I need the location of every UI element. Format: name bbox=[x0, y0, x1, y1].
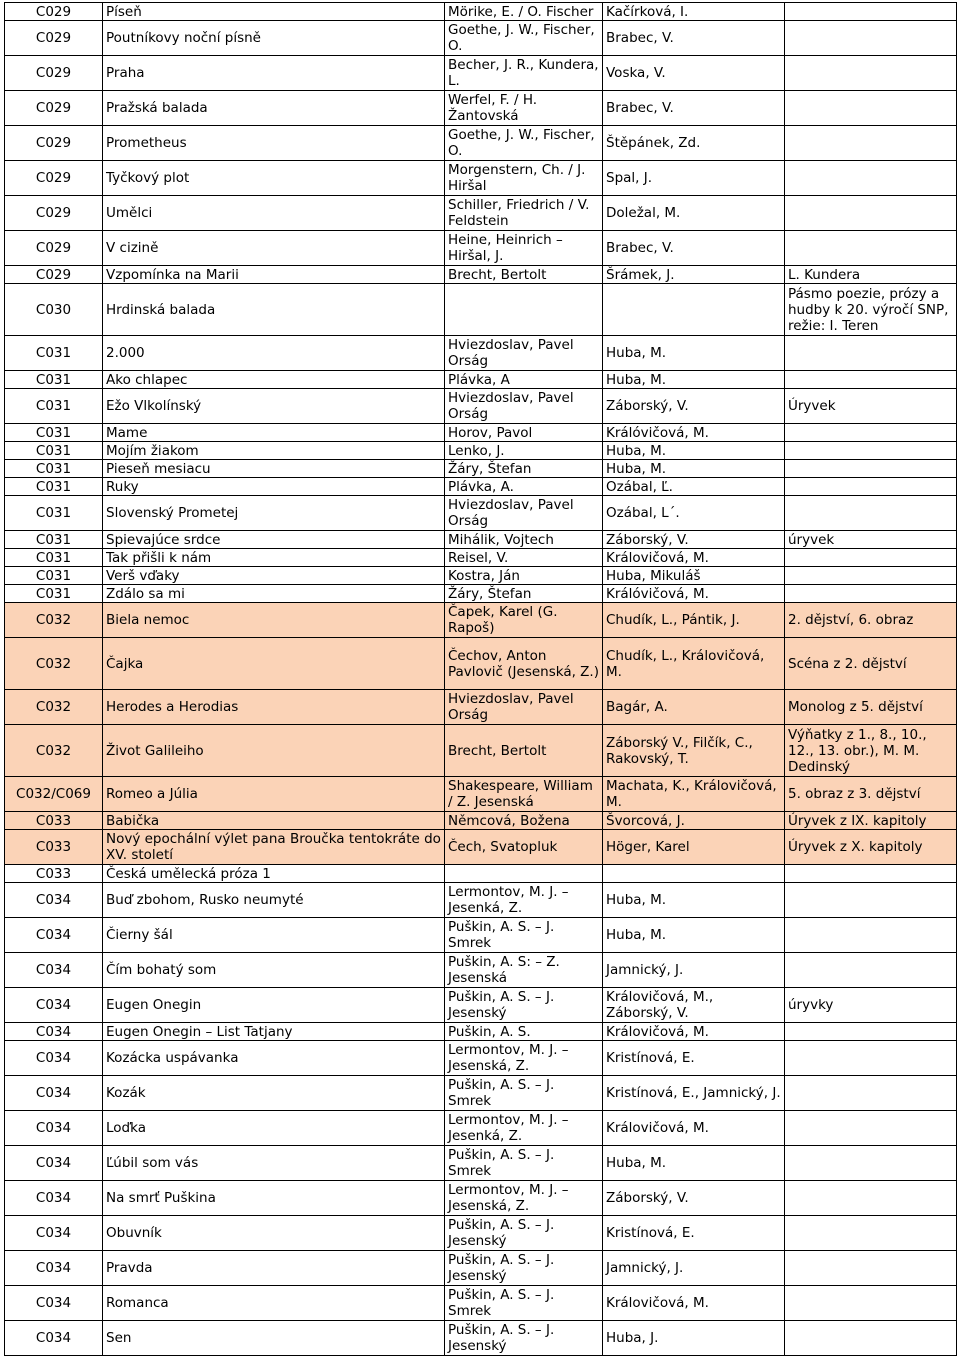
code-cell: C034 bbox=[5, 1076, 103, 1111]
table-row bbox=[5, 585, 957, 603]
table-row bbox=[5, 777, 957, 812]
note-cell bbox=[785, 496, 957, 531]
author-cell: Reisel, V. bbox=[445, 549, 603, 567]
author-cell: Lermontov, M. J. – Jesenská, Z. bbox=[445, 1041, 603, 1076]
translator-cell: Královičová, M. bbox=[603, 1286, 785, 1321]
author-cell: Němcová, Božena bbox=[445, 812, 603, 830]
table-row bbox=[5, 284, 957, 336]
title-cell: Mame bbox=[103, 424, 445, 442]
code-cell: C034 bbox=[5, 1321, 103, 1356]
code-cell: C031 bbox=[5, 336, 103, 371]
note-cell bbox=[785, 1146, 957, 1181]
translator-cell: Královičová, M. bbox=[603, 1111, 785, 1146]
title-cell: Čierny šál bbox=[103, 918, 445, 953]
table-row bbox=[5, 1286, 957, 1321]
code-cell: C032/C069 bbox=[5, 777, 103, 812]
code-cell: C034 bbox=[5, 1146, 103, 1181]
note-cell bbox=[785, 865, 957, 883]
code-cell: C033 bbox=[5, 812, 103, 830]
table-row bbox=[5, 161, 957, 196]
table-row bbox=[5, 56, 957, 91]
translator-cell: Královičová, M., Záborský, V. bbox=[603, 988, 785, 1023]
code-cell: C031 bbox=[5, 496, 103, 531]
code-cell: C029 bbox=[5, 91, 103, 126]
author-cell: Puškin, A. S. bbox=[445, 1023, 603, 1041]
translator-cell: Höger, Karel bbox=[603, 830, 785, 865]
table-row bbox=[5, 1181, 957, 1216]
code-cell: C031 bbox=[5, 567, 103, 585]
code-cell: C029 bbox=[5, 3, 103, 21]
code-cell: C031 bbox=[5, 424, 103, 442]
title-cell: Herodes a Herodias bbox=[103, 690, 445, 725]
table-row bbox=[5, 424, 957, 442]
code-cell: C031 bbox=[5, 549, 103, 567]
translator-cell: Brabec, V. bbox=[603, 91, 785, 126]
note-cell: Úryvek z IX. kapitoly bbox=[785, 812, 957, 830]
note-cell bbox=[785, 1251, 957, 1286]
author-cell: Puškin, A. S: – Z. Jesenská bbox=[445, 953, 603, 988]
translator-cell bbox=[603, 284, 785, 336]
translator-cell: Ozábal, L´. bbox=[603, 496, 785, 531]
translator-cell: Kristínová, E. bbox=[603, 1041, 785, 1076]
title-cell: Hrdinská balada bbox=[103, 284, 445, 336]
author-cell: Lermontov, M. J. – Jesenská, Z. bbox=[445, 1181, 603, 1216]
title-cell: Poutníkovy noční písně bbox=[103, 21, 445, 56]
table-row bbox=[5, 1321, 957, 1356]
note-cell bbox=[785, 585, 957, 603]
author-cell bbox=[445, 865, 603, 883]
title-cell: Prometheus bbox=[103, 126, 445, 161]
table-row bbox=[5, 918, 957, 953]
author-cell: Kostra, Ján bbox=[445, 567, 603, 585]
author-cell: Becher, J. R., Kundera, L. bbox=[445, 56, 603, 91]
title-cell: Loďka bbox=[103, 1111, 445, 1146]
title-cell: Tyčkový plot bbox=[103, 161, 445, 196]
author-cell: Puškin, A. S. – J. Smrek bbox=[445, 1076, 603, 1111]
code-cell: C029 bbox=[5, 161, 103, 196]
note-cell: Úryvek z X. kapitoly bbox=[785, 830, 957, 865]
author-cell: Puškin, A. S. – J. Jesenský bbox=[445, 988, 603, 1023]
title-cell: Spievajúce srdce bbox=[103, 531, 445, 549]
author-cell: Žáry, Štefan bbox=[445, 585, 603, 603]
table-row bbox=[5, 21, 957, 56]
code-cell: C032 bbox=[5, 638, 103, 690]
code-cell: C032 bbox=[5, 690, 103, 725]
author-cell: Mihálik, Vojtech bbox=[445, 531, 603, 549]
title-cell: Romanca bbox=[103, 1286, 445, 1321]
code-cell: C034 bbox=[5, 1216, 103, 1251]
code-cell: C029 bbox=[5, 231, 103, 266]
table-row bbox=[5, 725, 957, 777]
translator-cell: Huba, M. bbox=[603, 336, 785, 371]
translator-cell: Švorcová, J. bbox=[603, 812, 785, 830]
note-cell bbox=[785, 460, 957, 478]
title-cell: Ežo Vlkolínský bbox=[103, 389, 445, 424]
author-cell: Puškin, A. S. – J. Jesenský bbox=[445, 1251, 603, 1286]
table-row bbox=[5, 1076, 957, 1111]
code-cell: C031 bbox=[5, 389, 103, 424]
translator-cell: Záborský V., Filčík, C., Rakovský, T. bbox=[603, 725, 785, 777]
title-cell: Mojím žiakom bbox=[103, 442, 445, 460]
title-cell: Eugen Onegin – List Tatjany bbox=[103, 1023, 445, 1041]
author-cell: Puškin, A. S. – J. Smrek bbox=[445, 918, 603, 953]
catalog-table bbox=[4, 2, 957, 1356]
title-cell: Česká umělecká próza 1 bbox=[103, 865, 445, 883]
author-cell bbox=[445, 284, 603, 336]
code-cell: C031 bbox=[5, 442, 103, 460]
table-row bbox=[5, 231, 957, 266]
table-row bbox=[5, 478, 957, 496]
translator-cell: Štěpánek, Zd. bbox=[603, 126, 785, 161]
code-cell: C034 bbox=[5, 1286, 103, 1321]
translator-cell: Záborský, V. bbox=[603, 389, 785, 424]
table-row bbox=[5, 266, 957, 284]
table-row bbox=[5, 1146, 957, 1181]
table-row bbox=[5, 389, 957, 424]
note-cell bbox=[785, 442, 957, 460]
author-cell: Mörike, E. / O. Fischer bbox=[445, 3, 603, 21]
table-row bbox=[5, 3, 957, 21]
note-cell bbox=[785, 883, 957, 918]
translator-cell: Machata, K., Královičová, M. bbox=[603, 777, 785, 812]
code-cell: C031 bbox=[5, 460, 103, 478]
table-row bbox=[5, 690, 957, 725]
translator-cell: Záborský, V. bbox=[603, 531, 785, 549]
code-cell: C034 bbox=[5, 953, 103, 988]
author-cell: Heine, Heinrich – Hiršal, J. bbox=[445, 231, 603, 266]
table-row bbox=[5, 883, 957, 918]
author-cell: Puškin, A. S. – J. Smrek bbox=[445, 1146, 603, 1181]
translator-cell: Huba, M. bbox=[603, 883, 785, 918]
author-cell: Goethe, J. W., Fischer, O. bbox=[445, 21, 603, 56]
code-cell: C034 bbox=[5, 1181, 103, 1216]
author-cell: Schiller, Friedrich / V. Feldstein bbox=[445, 196, 603, 231]
note-cell bbox=[785, 478, 957, 496]
translator-cell: Kačírková, I. bbox=[603, 3, 785, 21]
code-cell: C034 bbox=[5, 918, 103, 953]
title-cell: Čajka bbox=[103, 638, 445, 690]
note-cell bbox=[785, 21, 957, 56]
note-cell bbox=[785, 1286, 957, 1321]
author-cell: Hviezdoslav, Pavel Orság bbox=[445, 496, 603, 531]
note-cell bbox=[785, 1041, 957, 1076]
author-cell: Puškin, A. S. – J. Jesenský bbox=[445, 1321, 603, 1356]
code-cell: C031 bbox=[5, 371, 103, 389]
translator-cell: Chudík, L., Pántik, J. bbox=[603, 603, 785, 638]
title-cell: Eugen Onegin bbox=[103, 988, 445, 1023]
note-cell: úryvky bbox=[785, 988, 957, 1023]
title-cell: Sen bbox=[103, 1321, 445, 1356]
code-cell: C033 bbox=[5, 830, 103, 865]
table-row bbox=[5, 549, 957, 567]
catalog-rows bbox=[5, 3, 957, 1356]
translator-cell: Kristínová, E., Jamnický, J. bbox=[603, 1076, 785, 1111]
title-cell: Ľúbil som vás bbox=[103, 1146, 445, 1181]
translator-cell: Huba, M. bbox=[603, 1146, 785, 1181]
title-cell: Pražská balada bbox=[103, 91, 445, 126]
note-cell bbox=[785, 953, 957, 988]
code-cell: C029 bbox=[5, 196, 103, 231]
title-cell: Praha bbox=[103, 56, 445, 91]
title-cell: Verš vďaky bbox=[103, 567, 445, 585]
note-cell bbox=[785, 567, 957, 585]
code-cell: C030 bbox=[5, 284, 103, 336]
table-row bbox=[5, 1251, 957, 1286]
code-cell: C031 bbox=[5, 478, 103, 496]
table-row bbox=[5, 865, 957, 883]
translator-cell bbox=[603, 865, 785, 883]
table-row bbox=[5, 442, 957, 460]
title-cell: Život Galileiho bbox=[103, 725, 445, 777]
title-cell: Obuvník bbox=[103, 1216, 445, 1251]
translator-cell: Bagár, A. bbox=[603, 690, 785, 725]
note-cell: 2. dějství, 6. obraz bbox=[785, 603, 957, 638]
note-cell bbox=[785, 3, 957, 21]
title-cell: Romeo a Júlia bbox=[103, 777, 445, 812]
translator-cell: Voska, V. bbox=[603, 56, 785, 91]
title-cell: Umělci bbox=[103, 196, 445, 231]
translator-cell: Huba, M. bbox=[603, 918, 785, 953]
author-cell: Čapek, Karel (G. Rapoš) bbox=[445, 603, 603, 638]
title-cell: V cizině bbox=[103, 231, 445, 266]
note-cell bbox=[785, 196, 957, 231]
note-cell bbox=[785, 1321, 957, 1356]
table-row bbox=[5, 126, 957, 161]
code-cell: C029 bbox=[5, 56, 103, 91]
note-cell bbox=[785, 918, 957, 953]
table-row bbox=[5, 567, 957, 585]
code-cell: C031 bbox=[5, 531, 103, 549]
author-cell: Morgenstern, Ch. / J. Hiršal bbox=[445, 161, 603, 196]
author-cell: Hviezdoslav, Pavel Orság bbox=[445, 336, 603, 371]
table-row bbox=[5, 953, 957, 988]
note-cell: úryvek bbox=[785, 531, 957, 549]
table-row bbox=[5, 988, 957, 1023]
title-cell: Kozák bbox=[103, 1076, 445, 1111]
table-row bbox=[5, 812, 957, 830]
note-cell: L. Kundera bbox=[785, 266, 957, 284]
title-cell: Vzpomínka na Marii bbox=[103, 266, 445, 284]
author-cell: Lenko, J. bbox=[445, 442, 603, 460]
author-cell: Hviezdoslav, Pavel Orság bbox=[445, 389, 603, 424]
author-cell: Plávka, A bbox=[445, 371, 603, 389]
note-cell bbox=[785, 1076, 957, 1111]
translator-cell: Kristínová, E. bbox=[603, 1216, 785, 1251]
code-cell: C034 bbox=[5, 1041, 103, 1076]
code-cell: C034 bbox=[5, 988, 103, 1023]
translator-cell: Spal, J. bbox=[603, 161, 785, 196]
note-cell bbox=[785, 231, 957, 266]
code-cell: C033 bbox=[5, 865, 103, 883]
note-cell bbox=[785, 1181, 957, 1216]
note-cell bbox=[785, 336, 957, 371]
author-cell: Brecht, Bertolt bbox=[445, 725, 603, 777]
translator-cell: Huba, J. bbox=[603, 1321, 785, 1356]
note-cell bbox=[785, 549, 957, 567]
code-cell: C029 bbox=[5, 266, 103, 284]
author-cell: Lermontov, M. J. – Jesenká, Z. bbox=[445, 1111, 603, 1146]
author-cell: Čechov, Anton Pavlovič (Jesenská, Z.) bbox=[445, 638, 603, 690]
table-row bbox=[5, 1023, 957, 1041]
code-cell: C031 bbox=[5, 585, 103, 603]
note-cell bbox=[785, 1023, 957, 1041]
translator-cell: Ozábal, Ľ. bbox=[603, 478, 785, 496]
table-row bbox=[5, 496, 957, 531]
translator-cell: Huba, M. bbox=[603, 460, 785, 478]
table-row bbox=[5, 1111, 957, 1146]
title-cell: Tak přišli k nám bbox=[103, 549, 445, 567]
translator-cell: Chudík, L., Královičová, M. bbox=[603, 638, 785, 690]
translator-cell: Huba, M. bbox=[603, 371, 785, 389]
author-cell: Horov, Pavol bbox=[445, 424, 603, 442]
translator-cell: Jamnický, J. bbox=[603, 953, 785, 988]
title-cell: Čím bohatý som bbox=[103, 953, 445, 988]
author-cell: Werfel, F. / H. Žantovská bbox=[445, 91, 603, 126]
translator-cell: Šrámek, J. bbox=[603, 266, 785, 284]
note-cell: Úryvek bbox=[785, 389, 957, 424]
translator-cell: Králóvičová, M. bbox=[603, 585, 785, 603]
title-cell: Slovenský Prometej bbox=[103, 496, 445, 531]
translator-cell: Brabec, V. bbox=[603, 21, 785, 56]
title-cell: Babička bbox=[103, 812, 445, 830]
translator-cell: Královičová, M. bbox=[603, 1023, 785, 1041]
author-cell: Shakespeare, William / Z. Jesenská bbox=[445, 777, 603, 812]
note-cell bbox=[785, 91, 957, 126]
code-cell: C034 bbox=[5, 883, 103, 918]
title-cell: Kozácka uspávanka bbox=[103, 1041, 445, 1076]
table-row bbox=[5, 603, 957, 638]
table-row bbox=[5, 1041, 957, 1076]
author-cell: Čech, Svatopluk bbox=[445, 830, 603, 865]
code-cell: C032 bbox=[5, 725, 103, 777]
translator-cell: Brabec, V. bbox=[603, 231, 785, 266]
author-cell: Brecht, Bertolt bbox=[445, 266, 603, 284]
table-row bbox=[5, 531, 957, 549]
table-row bbox=[5, 1216, 957, 1251]
code-cell: C029 bbox=[5, 126, 103, 161]
author-cell: Puškin, A. S. – J. Jesenský bbox=[445, 1216, 603, 1251]
code-cell: C032 bbox=[5, 603, 103, 638]
author-cell: Žáry, Štefan bbox=[445, 460, 603, 478]
translator-cell: Jamnický, J. bbox=[603, 1251, 785, 1286]
title-cell: Ruky bbox=[103, 478, 445, 496]
note-cell: Scéna z 2. dějství bbox=[785, 638, 957, 690]
code-cell: C034 bbox=[5, 1251, 103, 1286]
title-cell: Pravda bbox=[103, 1251, 445, 1286]
title-cell: Nový epochální výlet pana Broučka tentokráte do XV. století bbox=[103, 830, 445, 865]
translator-cell: Huba, Mikuláš bbox=[603, 567, 785, 585]
author-cell: Hviezdoslav, Pavel Orság bbox=[445, 690, 603, 725]
title-cell: Zdálo sa mi bbox=[103, 585, 445, 603]
note-cell: 5. obraz z 3. dějství bbox=[785, 777, 957, 812]
author-cell: Puškin, A. S. – J. Smrek bbox=[445, 1286, 603, 1321]
translator-cell: Doležal, M. bbox=[603, 196, 785, 231]
note-cell bbox=[785, 1216, 957, 1251]
title-cell: Buď zbohom, Rusko neumyté bbox=[103, 883, 445, 918]
title-cell: Biela nemoc bbox=[103, 603, 445, 638]
translator-cell: Záborský, V. bbox=[603, 1181, 785, 1216]
note-cell: Výňatky z 1., 8., 10., 12., 13. obr.), M. M. Dedinský bbox=[785, 725, 957, 777]
note-cell bbox=[785, 424, 957, 442]
title-cell: Na smrť Puškina bbox=[103, 1181, 445, 1216]
title-cell: 2.000 bbox=[103, 336, 445, 371]
table-row bbox=[5, 336, 957, 371]
note-cell bbox=[785, 56, 957, 91]
author-cell: Goethe, J. W., Fischer, O. bbox=[445, 126, 603, 161]
code-cell: C034 bbox=[5, 1111, 103, 1146]
table-row bbox=[5, 371, 957, 389]
note-cell bbox=[785, 126, 957, 161]
table-row bbox=[5, 830, 957, 865]
author-cell: Plávka, A. bbox=[445, 478, 603, 496]
table-row bbox=[5, 196, 957, 231]
note-cell: Pásmo poezie, prózy a hudby k 20. výročí SNP, režie: I. Teren bbox=[785, 284, 957, 336]
note-cell bbox=[785, 1111, 957, 1146]
code-cell: C034 bbox=[5, 1023, 103, 1041]
title-cell: Píseň bbox=[103, 3, 445, 21]
title-cell: Ako chlapec bbox=[103, 371, 445, 389]
title-cell: Pieseň mesiacu bbox=[103, 460, 445, 478]
table-row bbox=[5, 638, 957, 690]
translator-cell: Královičová, M. bbox=[603, 549, 785, 567]
table-row bbox=[5, 460, 957, 478]
translator-cell: Huba, M. bbox=[603, 442, 785, 460]
note-cell bbox=[785, 161, 957, 196]
table-row bbox=[5, 91, 957, 126]
translator-cell: Králóvičová, M. bbox=[603, 424, 785, 442]
author-cell: Lermontov, M. J. – Jesenká, Z. bbox=[445, 883, 603, 918]
code-cell: C029 bbox=[5, 21, 103, 56]
note-cell bbox=[785, 371, 957, 389]
note-cell: Monolog z 5. dějství bbox=[785, 690, 957, 725]
